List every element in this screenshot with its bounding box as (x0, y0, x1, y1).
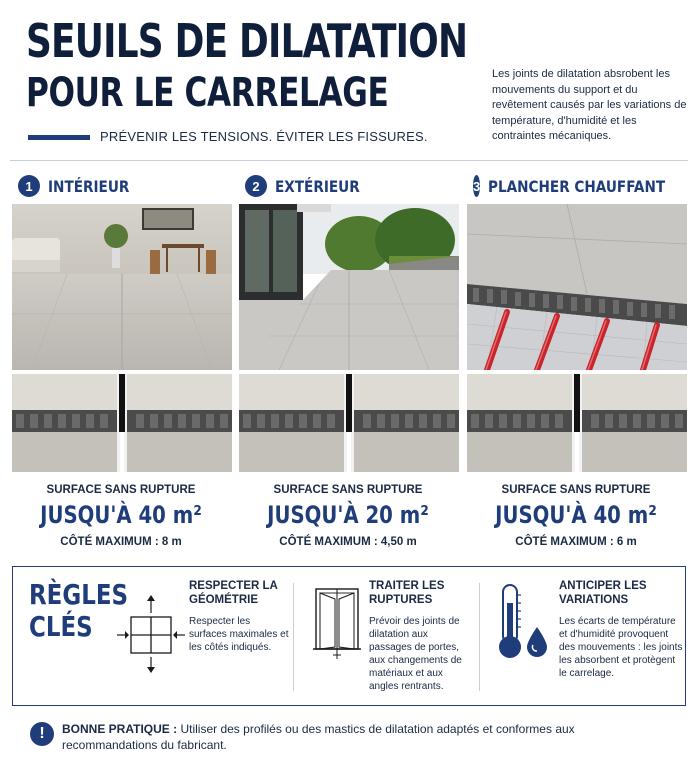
rule-text: Respecter les surfaces maximales et les côtés indiqués. (189, 616, 289, 653)
surface-label: SURFACE SANS RUPTURE (273, 484, 423, 496)
divider (479, 583, 480, 691)
joint-cross-section (12, 374, 232, 472)
rule-title: TRAITER LES RUPTURES (369, 580, 445, 606)
exterior-photo (239, 204, 459, 370)
best-practice-note (62, 721, 582, 753)
interior-photo (12, 204, 232, 370)
column-title: PLANCHER CHAUFFANT (488, 176, 666, 196)
side-max: CÔTÉ MAXIMUM : 6 m (515, 536, 637, 548)
thermometer-drop-icon (495, 583, 551, 668)
step-number: 1 (18, 175, 40, 197)
column-exterior (237, 166, 459, 562)
door-icon (313, 585, 361, 666)
step-number: 3 (473, 175, 480, 197)
accent-bar (28, 135, 90, 140)
column-header (465, 166, 687, 206)
side-max: CÔTÉ MAXIMUM : 8 m (60, 536, 182, 548)
column-header (237, 166, 459, 206)
rule-variations (559, 579, 683, 680)
tagline: PRÉVENIR LES TENSIONS. ÉVITER LES FISSURES. (100, 129, 428, 144)
tip-text: Utiliser des profilés ou des mastics de dilatation adaptés et conformes aux recommandations du fabricant. (62, 722, 575, 752)
column-interior (10, 166, 232, 562)
intro-text: Les joints de dilatation absrobent les mouvements du support et du revêtement causés par les variations de température, d'humidité et les contraintes mécaniques. (492, 68, 687, 142)
divider (293, 583, 294, 691)
rule-title: ANTICIPER LES VARIATIONS (559, 580, 647, 606)
surface-value: JUSQU'À 20 m² (267, 501, 429, 529)
page-subtitle: POUR LE CARRELAGE (26, 70, 389, 116)
rules-title-line2: CLÉS (29, 610, 93, 643)
side-max: CÔTÉ MAXIMUM : 4,50 m (279, 536, 417, 548)
column-underfloor-heating (465, 166, 687, 562)
key-rules-box (12, 566, 686, 706)
rule-breaks (369, 579, 469, 693)
surface-label: SURFACE SANS RUPTURE (46, 484, 196, 496)
rule-text: Les écarts de température et d'humidité provoquent des mouvements : les joints les absorbent et protègent le carrelage. (559, 616, 683, 679)
column-title: INTÉRIEUR (48, 176, 130, 196)
heating-floor-photo (467, 204, 687, 370)
page-title: SEUILS DE DILATATION (26, 14, 468, 68)
joint-cross-section (239, 374, 459, 472)
rule-title: RESPECTER LA GÉOMÉTRIE (189, 580, 278, 606)
column-header (10, 166, 232, 206)
step-number: 2 (245, 175, 267, 197)
rule-text: Prévoir des joints de dilatation aux passages de portes, aux changements de matériaux et aux angles rentrants. (369, 616, 462, 692)
divider (10, 160, 688, 161)
rules-title-line1: RÈGLES (29, 578, 129, 611)
exclamation-icon: ! (30, 722, 54, 746)
column-title: EXTÉRIEUR (275, 176, 360, 196)
rule-geometry (189, 579, 289, 654)
surface-value: JUSQU'À 40 m² (40, 501, 202, 529)
grid-arrows-icon (117, 593, 185, 680)
surface-label: SURFACE SANS RUPTURE (501, 484, 651, 496)
joint-cross-section (467, 374, 687, 472)
surface-value: JUSQU'À 40 m² (495, 501, 657, 529)
rules-title (29, 579, 128, 643)
tip-label: BONNE PRATIQUE : (62, 722, 178, 736)
